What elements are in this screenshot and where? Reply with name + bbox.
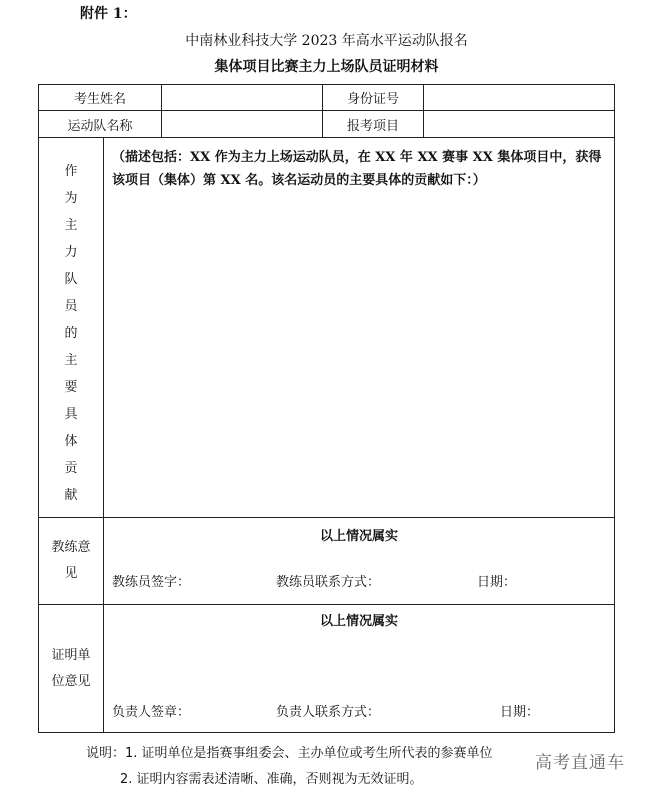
unit-confirm-text: 以上情况属实 [320, 614, 399, 629]
coach-date-label: 日期： [477, 575, 517, 590]
coach-confirm-text: 以上情况属实 [320, 529, 399, 544]
note-2: 2. 证明内容需表述清晰、准确，否则视为无效证明。 [120, 772, 423, 787]
note-1: 说明：1. 证明单位是指赛事组委会、主办单位或考生所代表的参赛单位 [86, 746, 493, 761]
unit-signature-label: 负责人签章： [112, 705, 191, 720]
form-title-line1: 中南林业科技大学 2023 年高水平运动队报名 [185, 33, 468, 49]
event-label: 报考项目 [323, 111, 424, 138]
coach-opinion-field[interactable] [104, 518, 615, 605]
form-title-line2: 集体项目比赛主力上场队员证明材料 [214, 59, 439, 75]
unit-opinion-label: 证明单 位意见 [39, 605, 104, 733]
coach-signature-label: 教练员签字： [112, 575, 191, 590]
name-label: 考生姓名 [39, 85, 162, 111]
event-field[interactable] [424, 111, 615, 138]
contribution-label: 作 为 主 力 队 员 的 主 要 具 体 贡 献 [39, 138, 104, 518]
team-name-field[interactable] [162, 111, 323, 138]
id-number-field[interactable] [424, 85, 615, 111]
proof-form-table [38, 84, 615, 733]
contribution-instructions: （描述包括：XX 作为主力上场运动队员，在 XX 年 XX 赛事 XX 集体项目中，获得该项目（集体）第 XX 名。该名运动员的主要具体的贡献如下：） [112, 150, 602, 188]
id-number-label: 身份证号 [323, 85, 424, 111]
coach-contact-label: 教练员联系方式： [276, 575, 381, 590]
contribution-description-field[interactable] [104, 138, 615, 518]
unit-contact-label: 负责人联系方式： [276, 705, 381, 720]
watermark: 高考直通车 [535, 753, 625, 773]
name-field[interactable] [162, 85, 323, 111]
coach-opinion-label: 教练意 见 [39, 518, 104, 605]
attachment-label: 附件 1： [80, 6, 137, 22]
unit-date-label: 日期： [500, 705, 540, 720]
notes [86, 741, 493, 793]
team-name-label: 运动队名称 [39, 111, 162, 138]
unit-opinion-field[interactable] [104, 605, 615, 733]
